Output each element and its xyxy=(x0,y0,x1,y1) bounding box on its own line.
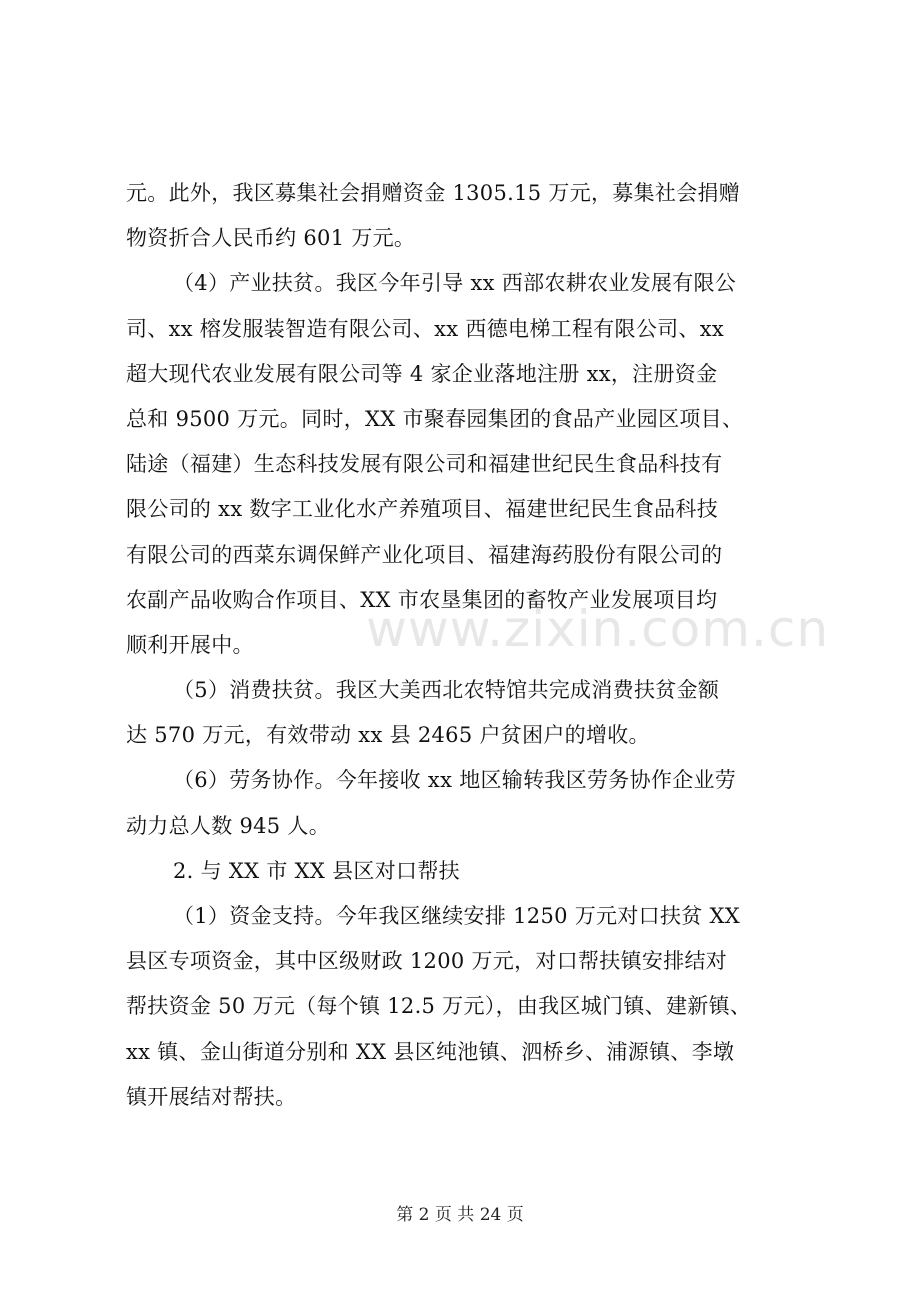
text-line-13: 达 570 万元，有效带动 xx 县 2465 户贫困户的增收。 xyxy=(126,723,650,748)
text-line-19: 帮扶资金 50 万元（每个镇 12.5 万元），由我区城门镇、建新镇、 xyxy=(126,994,752,1019)
text-line-4: 司、xx 榕发服装智造有限公司、xx 西德电梯工程有限公司、xx xyxy=(126,316,725,341)
text-line-5: 超大现代农业发展有限公司等 4 家企业落地注册 xx，注册资金 xyxy=(126,361,718,386)
text-line-14: （6）劳务协作。今年接收 xx 地区输转我区劳务协作企业劳 xyxy=(173,768,737,793)
text-line-8: 限公司的 xx 数字工业化水产养殖项目、福建世纪民生食品科技 xyxy=(126,497,719,522)
text-line-21: 镇开展结对帮扶。 xyxy=(126,1084,297,1109)
text-line-7: 陆途（福建）生态科技发展有限公司和福建世纪民生食品科技有 xyxy=(126,452,723,477)
text-line-18: 县区专项资金，其中区级财政 1200 万元，对口帮扶镇安排结对 xyxy=(126,949,728,974)
text-line-15: 动力总人数 945 人。 xyxy=(126,813,331,838)
text-line-20: xx 镇、金山街道分别和 XX 县区纯池镇、泗桥乡、浦源镇、李墩 xyxy=(126,1039,735,1064)
text-line-9: 有限公司的西菜东调保鲜产业化项目、福建海药股份有限公司的 xyxy=(126,542,723,567)
watermark: www.zixin.com.cn xyxy=(366,600,830,658)
section-heading: 2. 与 XX 市 XX 县区对口帮扶 xyxy=(173,858,460,883)
text-line-12: （5）消费扶贫。我区大美西北农特馆共完成消费扶贫金额 xyxy=(173,678,720,703)
text-line-6: 总和 9500 万元。同时，XX 市聚春园集团的食品产业园区项目、 xyxy=(126,406,744,431)
text-line-1: 元。此外，我区募集社会捐赠资金 1305.15 万元，募集社会捐赠 xyxy=(126,181,741,205)
text-line-11: 顺利开展中。 xyxy=(126,632,254,657)
text-line-10: 农副产品收购合作项目、XX 市农垦集团的畜牧产业发展项目均 xyxy=(126,587,718,612)
text-line-17: （1）资金支持。今年我区继续安排 1250 万元对口扶贫 XX xyxy=(173,904,741,928)
text-line-3: （4）产业扶贫。我区今年引导 xx 西部农耕农业发展有限公 xyxy=(173,271,737,296)
text-line-2: 物资折合人民币约 601 万元。 xyxy=(126,226,416,251)
page-footer: 第 2 页 共 24 页 xyxy=(396,1205,524,1225)
